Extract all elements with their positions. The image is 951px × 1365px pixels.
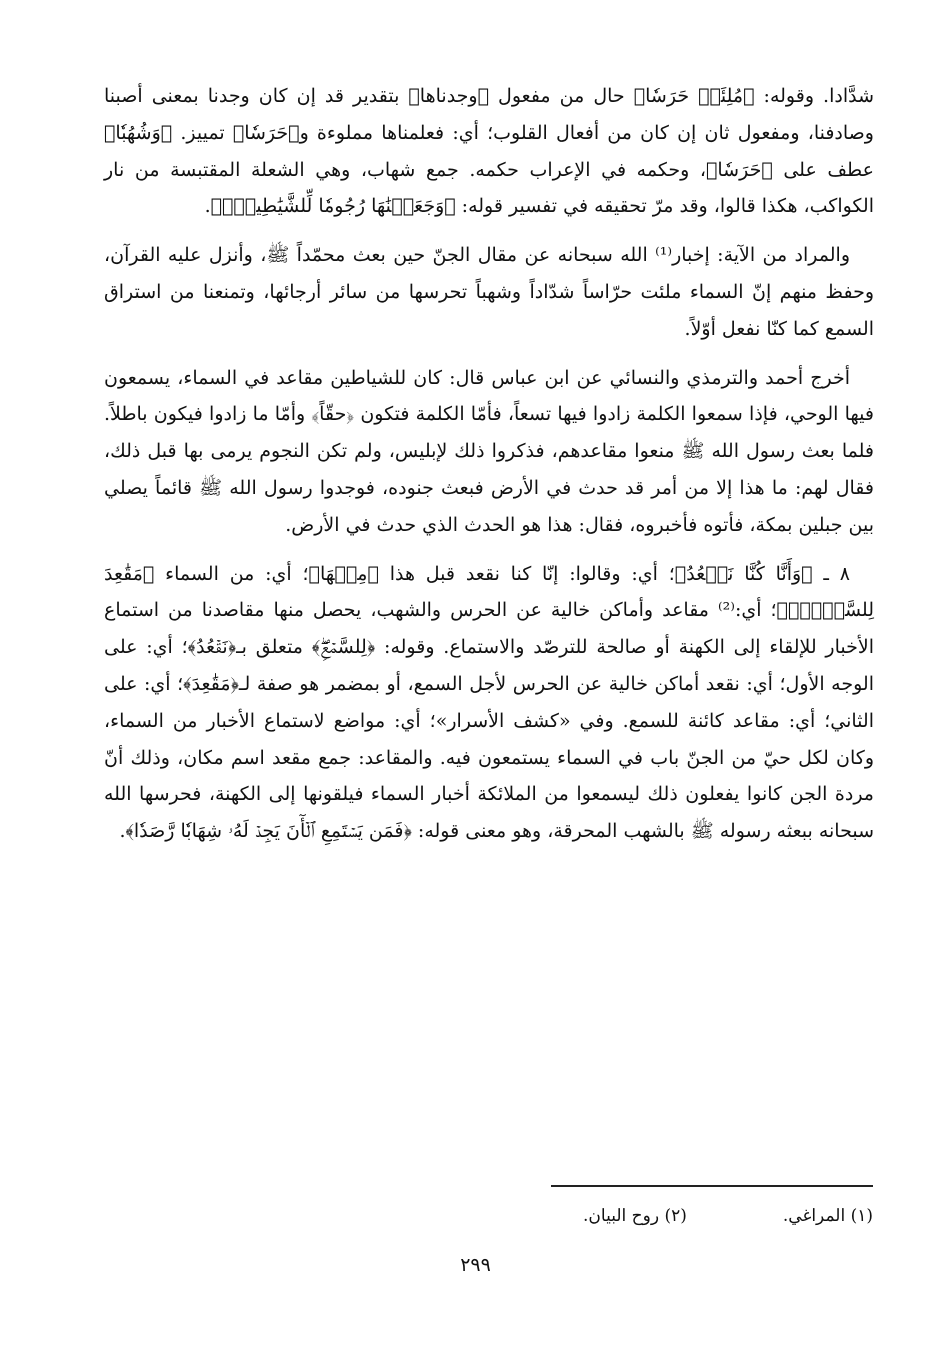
footnote: (١) المراغي.: [782, 1206, 873, 1226]
footnote-divider: [551, 1185, 873, 1187]
paragraph: ٨ ـ ﴿وَأَنَّا كُنَّا نَقۡعُدُ﴾؛ أي: وقالوا: إنّا كنا نقعد قبل هذا ﴿مِنۡهَا﴾؛ أي: من السماء ﴿مَقَٰعِدَ لِلسَّمۡعِۖ﴾؛ أي:⁽²⁾ مقاعد وأماكن خالية عن الحرس والشهب، يحصل منها مقاصدنا من استماع الأخبار للإلقاء إلى الكهنة أو صالحة للترصّد والاستماع. وقوله: ﴿لِلسَّمۡعِۖ﴾ متعلق بـ﴿نَقۡعُدُ﴾؛ أي: على الوجه الأول؛ أي: نقعد أماكن خالية عن الحرس لأجل السمع، أو بمضمر هو صفة لـ﴿مَقَٰعِدَ﴾؛ أي: على الثاني؛ أي: مقاعد كائنة للسمع. وفي «كشف الأسرار»؛ أي: مواضع لاستماع الأخبار من السماء، وكان لكل حيّ من الجنّ باب في السماء يستمعون فيه. والمقاعد: جمع مقعد اسم مكان، وذلك أنّ مردة الجن كانوا يفعلون ذلك ليسمعوا من الملائكة أخبار السماء فيلقونها إلى الكهنة، فحرسها الله سبحانه ببعثه رسوله ﷺ بالشهب المحرقة، وهو معنى قوله: ﴿فَمَن يَسۡتَمِعِ ٱلۡأٓنَ يَجِدۡ لَهُۥ شِهَابٗا رَّصَدٗا﴾.: [104, 562, 875, 843]
paragraph: والمراد من الآية: إخبار⁽¹⁾ الله سبحانه عن مقال الجنّ حين بعث محمّداً ﷺ، وأنزل عليه القرآن، وحفظ منهم إنّ السماء ملئت حرّاساً شدّاداً وشهباً تحرسها من سائر أرجائها، وتمنعنا من استراق السمع كما كنّا نفعل أوّلاً.: [104, 244, 874, 340]
footnote: (٢) روح البيان.: [583, 1206, 687, 1226]
footnotes: [300, 1203, 873, 1229]
main-text: [104, 78, 874, 862]
paragraph: أخرج أحمد والترمذي والنسائي عن ابن عباس قال: كان للشياطين مقاعد في السماء، يسمعون فيها الوحي، فإذا سمعوا الكلمة زادوا فيها تسعاً، فأمّا الكلمة فتكون ﴿حقّاً﴾ وأمّا ما زادوا فيكون باطلاً. فلما بعث رسول الله ﷺ منعوا مقاعدهم، فذكروا ذلك لإبليس، ولم تكن النجوم يرمى بها قبل ذلك، فقال لهم: ما هذا إلا من أمر قد حدث في الأرض فبعث جنوده، فوجدوا رسول الله ﷺ قائماً يصلي بين جبلين بمكة، فأتوه فأخبروه، فقال: هذا هو الحدث الذي حدث في الأرض.: [104, 366, 874, 536]
paragraph: شدَّادا. وقوله: ﴿مُلِئَتۡ حَرَسٗا﴾ حال من مفعول ﴿وجدناها﴾ بتقدير قد إن كان وجدنا بمعنى أصبنا وصادفنا، ومفعول ثان إن كان من أفعال القلوب؛ أي: فعلمناها مملوءة و﴿حَرَسٗا﴾ تمييز. ﴿وَشُهُبٗا﴾ عطف على ﴿حَرَسٗا﴾، وحكمه في الإعراب حكمه. جمع شهاب، وهي الشعلة المقتبسة من نار الكواكب، هكذا قالوا، وقد مرّ تحقيقه في تفسير قوله: ﴿وَجَعَلۡنَٰهَا رُجُومٗا لِّلشَّيَٰطِينِۖ﴾.: [104, 85, 874, 218]
page-number: ٢٩٩: [460, 1254, 491, 1276]
